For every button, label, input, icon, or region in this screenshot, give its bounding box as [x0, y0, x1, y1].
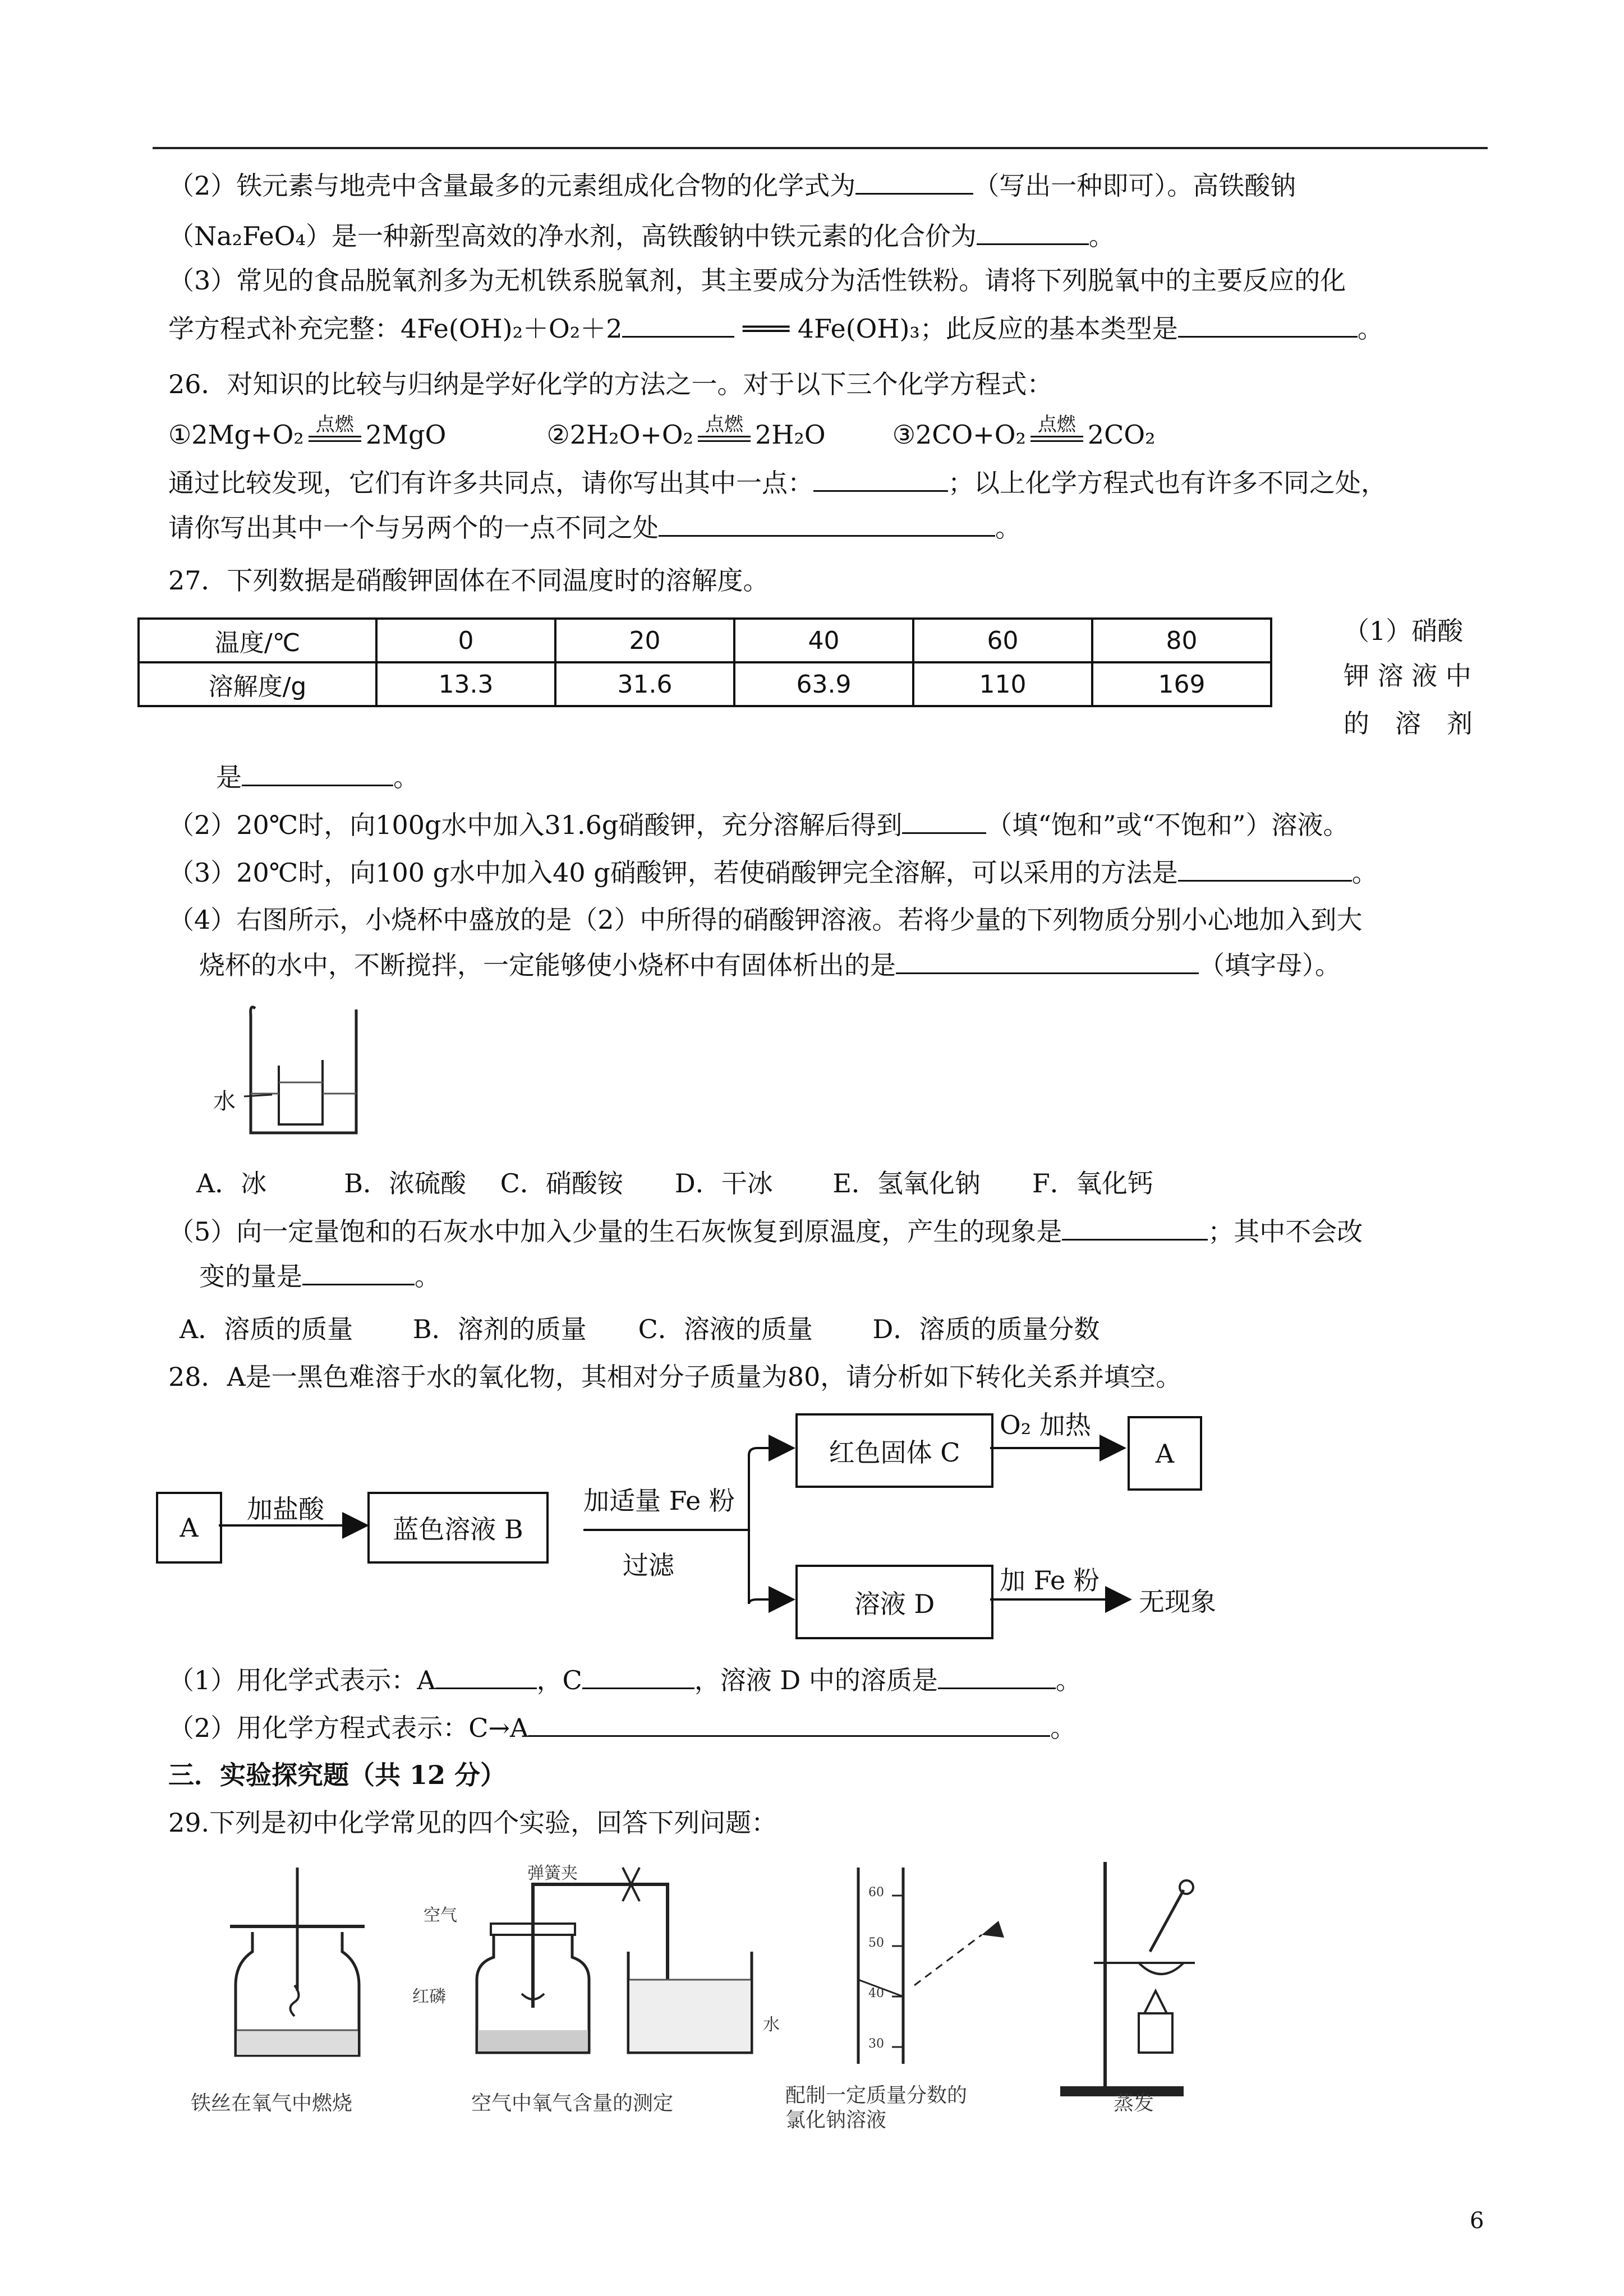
air-label: 空气	[424, 1906, 457, 1925]
arrow-label-fe: 加适量 Fe 粉	[583, 1486, 735, 1516]
table-cell: 温度/℃	[139, 619, 376, 662]
q27-part4-line2: 烧杯的水中，不断搅拌，一定能够使小烧杯中有固体析出的是 （填字母）。	[199, 948, 1341, 982]
q27-side-text: 钾 溶 液 中	[1344, 661, 1471, 691]
answer-blank[interactable]	[436, 1663, 537, 1689]
arrow-label-hcl: 加盐酸	[247, 1494, 324, 1524]
q27-part5-line2: 变的量是 。	[199, 1259, 440, 1293]
q26-line1: 通过比较发现，它们有许多共同点，请你写出其中一点： ；以上化学方程式也有许多不同之处，	[168, 465, 1387, 500]
q26-equations: ①2Mg+O₂ 点燃 2MgO ②2H₂O+O₂ 点燃 2H₂O ③2CO+O₂ 点燃 2CO₂	[168, 418, 1156, 451]
tick-50: 50	[868, 1936, 884, 1950]
water-label-2: 水	[763, 2015, 780, 2035]
q27-part5-line1: （5）向一定量饱和的石灰水中加入少量的生石灰恢复到原温度，产生的现象是 ；其中不会改	[168, 1214, 1363, 1248]
table-cell: 110	[913, 662, 1092, 706]
tick-60: 60	[868, 1885, 884, 1899]
arrow-label-filter: 过滤	[623, 1550, 674, 1580]
q27-options: A．冰 B．浓硫酸 C．硝酸铵 D．干冰 E．氢氧化钠 F．氧化钙	[196, 1168, 1153, 1198]
table-cell: 0	[376, 619, 555, 662]
box-d: 溶液 D	[795, 1565, 993, 1639]
table-cell: 13.3	[376, 662, 555, 706]
table-cell: 169	[1092, 662, 1271, 706]
phosphorus-label: 红磷	[412, 1987, 446, 2007]
q27-side-text: （1）硝酸	[1344, 616, 1464, 646]
answer-blank[interactable]	[582, 1663, 694, 1689]
table-cell: 63.9	[734, 662, 913, 706]
table-cell: 20	[555, 619, 734, 662]
q25-part2-line2: （Na₂FeO₄）是一种新型高效的净水剂，高铁酸钠中铁元素的化合价为 。	[168, 219, 1115, 253]
caption-solution-2: 氯化钠溶液	[785, 2109, 887, 2132]
iron-burning-figure	[230, 1868, 365, 2055]
q27-part2: （2）20℃时，向100g水中加入31.6g硝酸钾，充分溶解后得到 （填“饱和”或“不饱和”）溶液。	[168, 808, 1349, 842]
caption-iron: 铁丝在氧气中燃烧	[191, 2092, 353, 2115]
tick-30: 30	[868, 2037, 884, 2051]
caption-evaporate: 蒸发	[1114, 2092, 1154, 2115]
q25-part2-line1: （2）铁元素与地壳中含量最多的元素组成化合物的化学式为 （写出一种即可）。高铁酸钠	[168, 168, 1296, 202]
q28-stem: 28．A是一黑色难溶于水的氧化物，其相对分子质量为80，请分析如下转化关系并填空。	[168, 1362, 1182, 1392]
box-c: 红色固体 C	[795, 1413, 993, 1488]
table-cell: 40	[734, 619, 913, 662]
tick-40: 40	[868, 1986, 884, 2000]
ignite-condition: 点燃	[304, 418, 366, 451]
ignite-condition: 点燃	[1026, 418, 1088, 451]
q26-stem: 26．对知识的比较与归纳是学好化学的方法之一。对于以下三个化学方程式：	[168, 369, 1053, 399]
box-b: 蓝色溶液 B	[367, 1492, 549, 1564]
answer-blank[interactable]	[938, 1663, 1056, 1689]
caption-air: 空气中氧气含量的测定	[471, 2092, 674, 2115]
q27-part3: （3）20℃时，向100 g水中加入40 g硝酸钾，若使硝酸钾完全溶解，可以采用的方法是 。	[168, 855, 1378, 889]
q27-side-text: 的 溶 剂	[1344, 708, 1473, 739]
q28-part1: （1）用化学式表示：A ，C ，溶液 D 中的溶质是 。	[168, 1663, 1082, 1697]
box-a: A	[156, 1492, 222, 1564]
q27-part1: 是 。	[216, 760, 419, 794]
table-cell: 60	[913, 619, 1092, 662]
q29-stem: 29.下列是初中化学常见的四个实验，回答下列问题：	[168, 1808, 778, 1838]
clip-label: 弹簧夹	[527, 1864, 578, 1883]
table-cell: 80	[1092, 619, 1271, 662]
q28-part2: （2）用化学方程式表示：C→A 。	[168, 1711, 1076, 1745]
arrow-label-fe2: 加 Fe 粉	[1000, 1565, 1099, 1596]
caption-solution-1: 配制一定质量分数的	[785, 2084, 968, 2107]
box-a2: A	[1128, 1416, 1202, 1491]
no-phenomenon: 无现象	[1139, 1587, 1216, 1617]
q25-part3-line1: （3）常见的食品脱氧剂多为无机铁系脱氧剂，其主要成分为活性铁粉。请将下列脱氧中的主要反应的化	[168, 265, 1346, 296]
arrow-label-o2: O₂ 加热	[1000, 1410, 1091, 1440]
water-label: 水	[213, 1089, 236, 1114]
q27-stem: 27．下列数据是硝酸钾固体在不同温度时的溶解度。	[168, 565, 769, 596]
ignite-condition: 点燃	[693, 418, 755, 451]
q27-options5: A．溶质的质量 B．溶剂的质量 C．溶液的质量 D．溶质的质量分数	[180, 1314, 1100, 1344]
q26-line2: 请你写出其中一个与另两个的一点不同之处 。	[168, 510, 1021, 545]
q25-part3-line2: 学方程式补充完整：4Fe(OH)₂＋O₂＋2 ═══ 4Fe(OH)₃；此反应的基本类型是 。	[168, 311, 1383, 345]
table-cell: 溶解度/g	[139, 662, 376, 706]
table-cell: 31.6	[555, 662, 734, 706]
evaporation-figure	[1060, 1862, 1195, 2096]
air-oxygen-figure	[477, 1868, 752, 2053]
section-3-title: 三．实验探究题（共 12 分）	[168, 1760, 507, 1790]
answer-blank[interactable]	[528, 1711, 1050, 1737]
q27-part4-line1: （4）右图所示，小烧杯中盛放的是（2）中所得的硝酸钾溶液。若将少量的下列物质分别小心地加入到大	[168, 905, 1363, 935]
page-number: 6	[1470, 2208, 1484, 2234]
